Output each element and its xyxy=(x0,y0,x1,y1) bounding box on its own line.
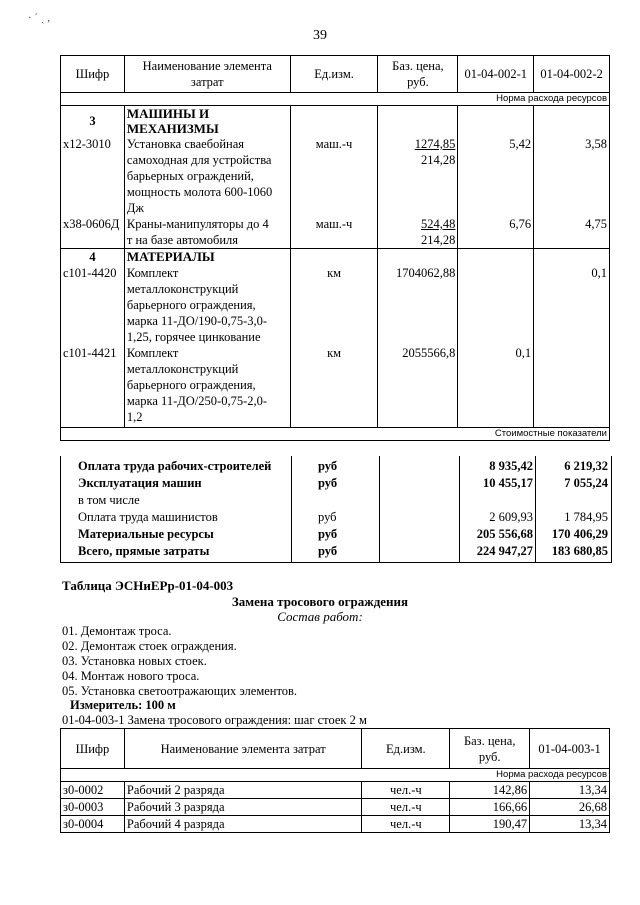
table-row xyxy=(61,799,610,816)
totals-row xyxy=(61,458,611,475)
work-step: 04. Монтаж нового троса. xyxy=(62,669,200,683)
row-unit: чел.-ч xyxy=(362,782,450,799)
totals-unit: руб xyxy=(318,544,338,558)
row-name: Рабочий 3 разряда xyxy=(124,799,362,816)
totals-value-2: 1 784,95 xyxy=(564,510,608,524)
section-subtitle: Состав работ: xyxy=(277,609,363,624)
totals-value-2: 7 055,24 xyxy=(564,476,608,490)
item-price-sub: 214,28 xyxy=(421,153,456,167)
totals-label: Всего, прямые затраты xyxy=(78,544,210,558)
cost-label: Стоимостные показатели xyxy=(61,428,610,441)
table-row xyxy=(61,816,610,833)
item-name: Краны-манипуляторы до 4 т на базе автомобиля xyxy=(126,217,269,247)
header-price: Баз. цена, руб. xyxy=(450,729,530,769)
work-step: 05. Установка светоотражающих элементов. xyxy=(62,684,298,698)
item-unit: км xyxy=(327,266,342,280)
item-name: Установка сваебойная самоходная для устройства барьерных ограждений, мощность молота 600-1060 Дж xyxy=(126,137,273,215)
row-name: Рабочий 2 разряда xyxy=(124,782,362,799)
item-name: Комплект металлоконструкций барьерного ограждения, марка 11-ДО/190-0,75-3,0- 1,25, горячее цинкование xyxy=(126,266,268,344)
totals-label: Оплата труда рабочих-строителей xyxy=(78,459,272,473)
header-name: Наименование элемента затрат xyxy=(124,729,362,769)
item-value-2: 0,1 xyxy=(591,266,607,280)
row-unit: чел.-ч xyxy=(362,816,450,833)
row-price: 190,47 xyxy=(450,816,530,833)
table-title: Таблица ЭСНиЕРр-01-04-003 xyxy=(62,578,234,593)
row-price: 166,66 xyxy=(450,799,530,816)
header-unit: Ед.изм. xyxy=(362,729,450,769)
totals-value-1: 2 609,93 xyxy=(489,510,533,524)
header-unit: Ед.изм. xyxy=(290,56,378,93)
header-col-2: 01-04-002-2 xyxy=(534,56,610,93)
totals-row xyxy=(61,492,611,509)
row-value: 26,68 xyxy=(530,799,610,816)
section-title: Замена тросового ограждения xyxy=(231,594,409,609)
item-code: x12-3010 xyxy=(63,137,111,151)
item-value-2: 4,75 xyxy=(585,217,607,231)
header-name: Наименование элемента затрат xyxy=(124,56,290,93)
item-name: Комплект металлоконструкций барьерного ограждения, марка 11-ДО/250-0,75-2,0- 1,2 xyxy=(126,346,268,424)
totals-label: в том числе xyxy=(78,493,140,507)
work-step: 03. Установка новых стоек. xyxy=(62,654,207,668)
resource-table-1 xyxy=(60,55,610,441)
row-code: з0-0004 xyxy=(61,816,125,833)
totals-label: Эксплуатация машин xyxy=(78,476,202,490)
norm-label: Норма расхода ресурсов xyxy=(61,93,610,106)
item-code: x38-0606Д xyxy=(63,217,120,231)
totals-unit: руб xyxy=(318,510,337,524)
meter-label: Измеритель: 100 м xyxy=(70,698,176,712)
row-code: з0-0002 xyxy=(61,782,125,799)
totals-row xyxy=(61,526,611,543)
item-value-2: 3,58 xyxy=(585,137,607,151)
item-price: 524,48 xyxy=(421,217,456,231)
section-materials xyxy=(61,249,610,428)
row-name: Рабочий 4 разряда xyxy=(124,816,362,833)
item-price: 1704062,88 xyxy=(396,266,456,280)
table-header xyxy=(61,56,610,93)
item-value-1 xyxy=(460,265,531,281)
work-steps xyxy=(62,624,297,699)
section-title: МАТЕРИАЛЫ xyxy=(126,249,215,264)
item-price-sub: 214,28 xyxy=(421,233,456,247)
row-price: 142,86 xyxy=(450,782,530,799)
header-col-1: 01-04-002-1 xyxy=(458,56,534,93)
totals-value-1: 8 935,42 xyxy=(489,459,533,473)
totals-value-2: 170 406,29 xyxy=(551,527,608,541)
section-title: МАШИНЫ И МЕХАНИЗМЫ xyxy=(126,106,219,136)
norm-label: Норма расхода ресурсов xyxy=(61,769,610,782)
table-caption: 01-04-003-1 Замена тросового ограждения: шаг стоек 2 м xyxy=(62,713,367,727)
item-unit: км xyxy=(327,346,342,360)
section-number: 4 xyxy=(89,250,96,264)
resource-table-2 xyxy=(60,728,610,833)
totals-row xyxy=(61,543,611,560)
totals-row xyxy=(61,475,611,492)
item-unit: маш.-ч xyxy=(315,137,353,151)
totals-unit: руб xyxy=(318,459,338,473)
work-step: 01. Демонтаж троса. xyxy=(62,624,172,638)
row-unit: чел.-ч xyxy=(362,799,450,816)
totals-value-1: 10 455,17 xyxy=(483,476,533,490)
row-value: 13,34 xyxy=(530,816,610,833)
item-code: c101-4420 xyxy=(63,266,117,280)
item-code: c101-4421 xyxy=(63,346,117,360)
scan-marks: · ´ ˏ , xyxy=(28,12,50,24)
header-price: Баз. цена, руб. xyxy=(378,56,458,93)
totals-value-1: 205 556,68 xyxy=(476,527,533,541)
section-machines xyxy=(61,106,610,249)
totals-value-1: 224 947,27 xyxy=(476,544,533,558)
item-value-1: 6,76 xyxy=(509,217,532,231)
totals-block xyxy=(60,456,612,563)
totals-value-2: 183 680,85 xyxy=(551,544,608,558)
row-code: з0-0003 xyxy=(61,799,125,816)
row-value: 13,34 xyxy=(530,782,610,799)
totals-label: Материальные ресурсы xyxy=(78,527,214,541)
item-value-1: 5,42 xyxy=(509,137,532,151)
totals-row xyxy=(61,509,611,526)
item-price: 1274,85 xyxy=(414,137,456,151)
table-row xyxy=(61,782,610,799)
header-code: Шифр xyxy=(61,729,125,769)
page-number: 39 xyxy=(313,28,327,43)
work-step: 02. Демонтаж стоек ограждения. xyxy=(62,639,237,653)
item-unit: маш.-ч xyxy=(315,217,353,231)
header-col-1: 01-04-003-1 xyxy=(530,729,610,769)
header-code: Шифр xyxy=(61,56,125,93)
section-number: 3 xyxy=(89,114,96,128)
totals-unit: руб xyxy=(318,527,338,541)
item-value-1: 0,1 xyxy=(515,346,532,360)
totals-label: Оплата труда машинистов xyxy=(78,510,218,524)
item-price: 2055566,8 xyxy=(402,346,456,360)
table-header xyxy=(61,729,610,769)
totals-value-2: 6 219,32 xyxy=(564,459,608,473)
totals-unit: руб xyxy=(318,476,338,490)
